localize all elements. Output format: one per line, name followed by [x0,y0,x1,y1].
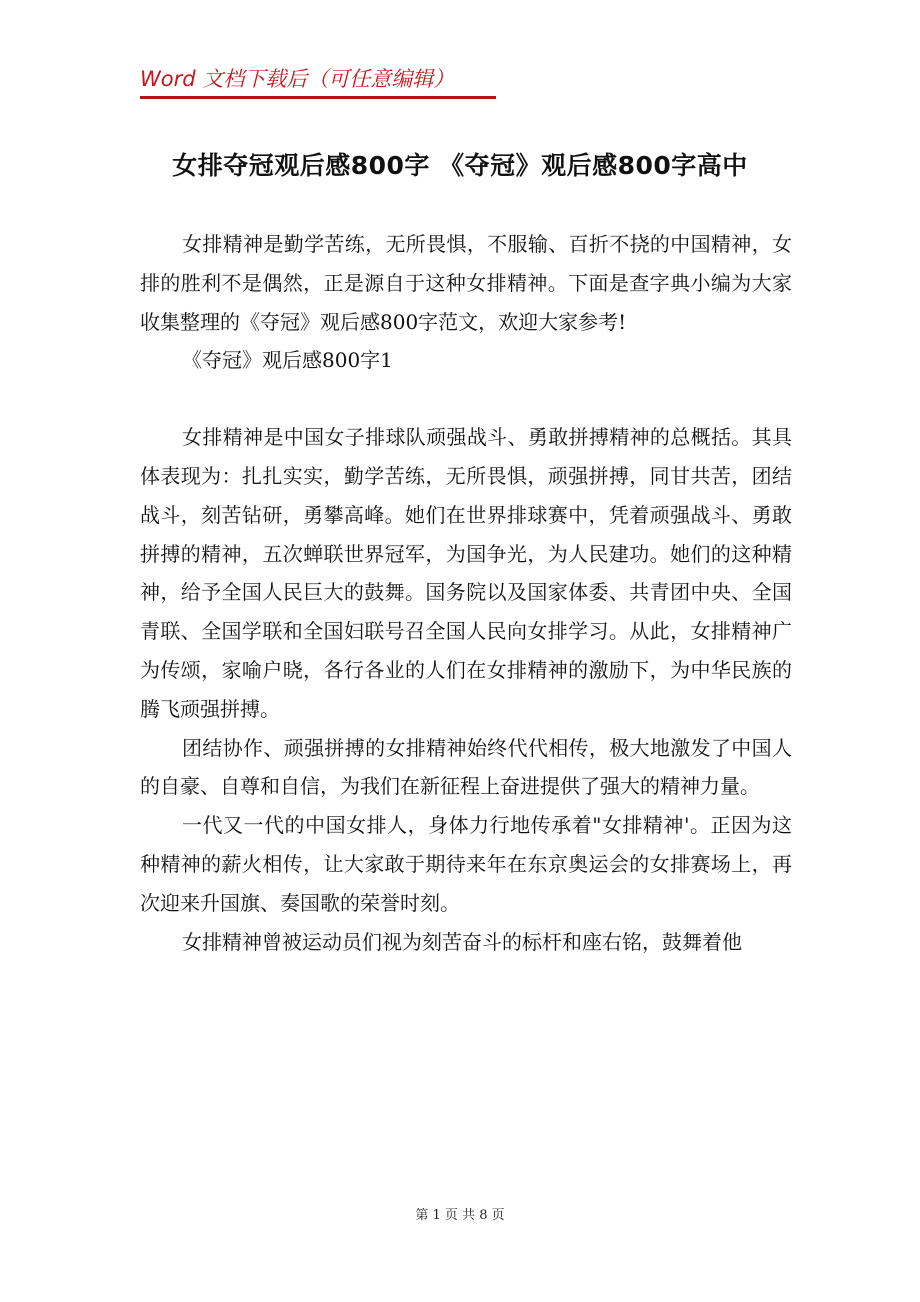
paragraph-intro: 女排精神是勤学苦练，无所畏惧，不服输、百折不挠的中国精神，女排的胜利不是偶然，正是源自于这种女排精神。下面是查字典小编为大家收集整理的《夺冠》观后感800字范文，欢迎大家参考! [140,232,792,334]
paragraph-body-2: 团结协作、顽强拼搏的女排精神始终代代相传，极大地激发了中国人的自豪、自尊和自信，为我们在新征程上奋进提供了强大的精神力量。 [140,735,792,799]
page-number: 第 1 页 共 8 页 [415,1208,505,1223]
section-heading: 《夺冠》观后感800字1 [182,348,393,373]
document-title: 女排夺冠观后感800字 《夺冠》观后感800字高中 [172,151,748,180]
download-banner [140,64,496,99]
paragraph-body-4: 女排精神曾被运动员们视为刻苦奋斗的标杆和座右铭，鼓舞着他 [182,929,742,954]
paragraph-body-3: 一代又一代的中国女排人，身体力行地传承着"女排精神'。正因为这种精神的薪火相传，让大家敢于期待来年在东京奥运会的女排赛场上，再次迎来升国旗、奏国歌的荣誉时刻。 [140,813,792,915]
document-body [140,225,792,961]
banner-text: Word 文档下载后（可任意编辑） [140,67,455,91]
paragraph-body-1: 女排精神是中国女子排球队顽强战斗、勇敢拼搏精神的总概括。其具体表现为：扎扎实实，勤学苦练，无所畏惧，顽强拼搏，同甘共苦，团结战斗，刻苦钻研，勇攀高峰。她们在世界排球赛中，凭着顽强战斗、勇敢拼搏的精神，五次蝉联世界冠军，为国争光，为人民建功。她们的这种精神，给予全国人民巨大的鼓舞。国务院以及国家体委、共青团中央、全国青联、全国学联和全国妇联号召全国人民向女排学习。从此，女排精神广为传颂，家喻户晓，各行各业的人们在女排精神的激励下，为中华民族的腾飞顽强拼搏。 [140,425,792,721]
